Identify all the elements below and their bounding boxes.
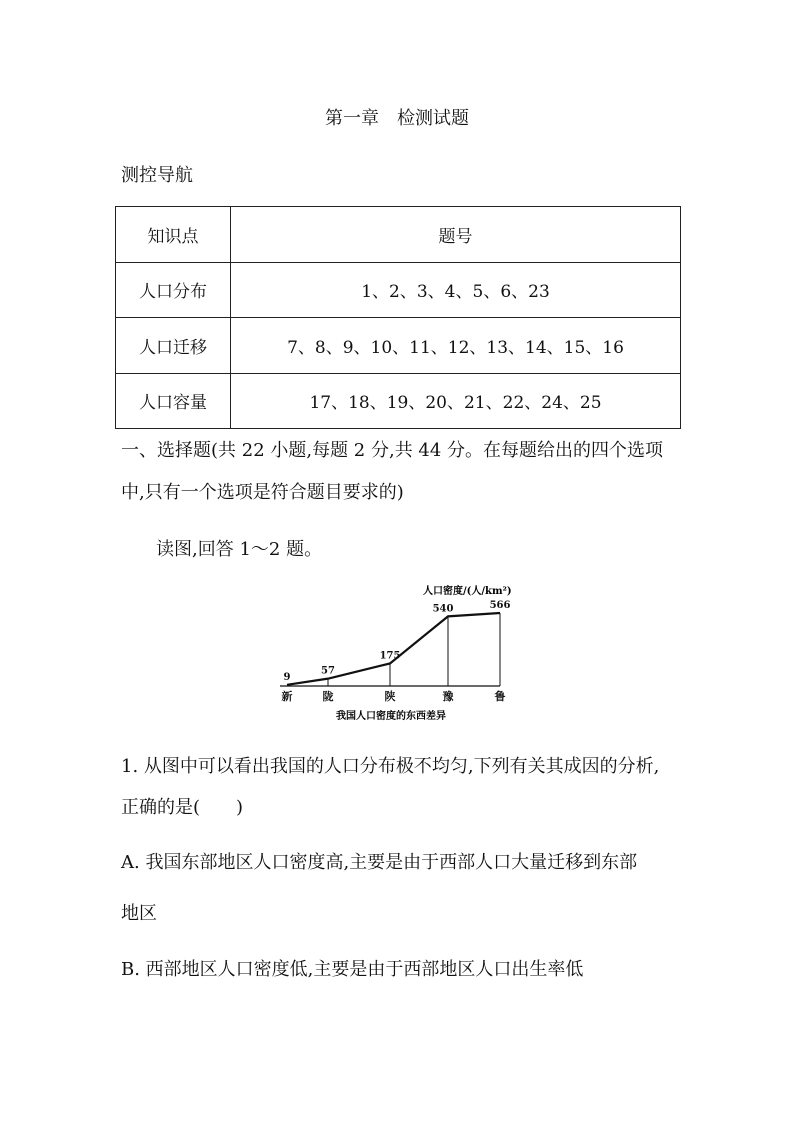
table-row bbox=[116, 262, 681, 318]
question1-option-a-line1: A. 我国东部地区人口密度高,主要是由于西部人口大量迁移到东部 bbox=[121, 852, 638, 873]
section-heading-line1: 一、选择题(共 22 小题,每题 2 分,共 44 分。在每题给出的四个选项 bbox=[121, 440, 664, 461]
chart-tick-label: 陕 bbox=[384, 690, 396, 703]
table-cell: 17、18、19、20、21、22、24、25 bbox=[231, 373, 681, 429]
chart-tick-label: 鲁 bbox=[494, 690, 506, 703]
chart-tick-label: 新 bbox=[281, 690, 293, 703]
chart-data-label: 57 bbox=[321, 665, 335, 677]
chart-title: 我国人口密度的东西差异 bbox=[336, 711, 446, 722]
chart-marks bbox=[280, 600, 510, 703]
section-label: 测控导航 bbox=[121, 165, 193, 186]
table-cell: 1、2、3、4、5、6、23 bbox=[231, 262, 681, 318]
section-heading-line2: 中,只有一个选项是符合题目要求的) bbox=[121, 482, 404, 503]
page-title: 第一章 检测试题 bbox=[325, 108, 469, 129]
question1-stem-line1: 1. 从图中可以看出我国的人口分布极不均匀,下列有关其成因的分析, bbox=[121, 756, 660, 777]
chart-tick-label: 豫 bbox=[442, 690, 454, 703]
table-header-cell: 题号 bbox=[231, 207, 681, 263]
population-density-chart bbox=[280, 580, 520, 730]
table-header-row bbox=[116, 207, 681, 263]
navigation-table bbox=[115, 206, 681, 429]
table-header-cell: 知识点 bbox=[116, 207, 231, 263]
chart-tick-label: 陇 bbox=[322, 690, 334, 703]
question1-stem-line2: 正确的是( ) bbox=[121, 797, 244, 818]
question1-option-a-line2: 地区 bbox=[121, 903, 157, 924]
instruction-text: 读图,回答 1～2 题。 bbox=[156, 539, 323, 560]
table-cell: 人口分布 bbox=[116, 262, 231, 318]
question1-option-b: B. 西部地区人口密度低,主要是由于西部地区人口出生率低 bbox=[121, 959, 584, 980]
chart-data-label: 9 bbox=[283, 671, 291, 683]
chart-series-line bbox=[287, 613, 500, 685]
table-row bbox=[116, 318, 681, 374]
chart-ylabel: 人口密度/(人/km²) bbox=[423, 586, 512, 597]
table-cell: 人口迁移 bbox=[116, 318, 231, 374]
table-row bbox=[116, 373, 681, 429]
table-cell: 7、8、9、10、11、12、13、14、15、16 bbox=[231, 318, 681, 374]
chart-data-label: 566 bbox=[489, 600, 511, 611]
chart-data-label: 175 bbox=[379, 650, 401, 662]
chart-data-label: 540 bbox=[432, 603, 454, 615]
table-cell: 人口容量 bbox=[116, 373, 231, 429]
